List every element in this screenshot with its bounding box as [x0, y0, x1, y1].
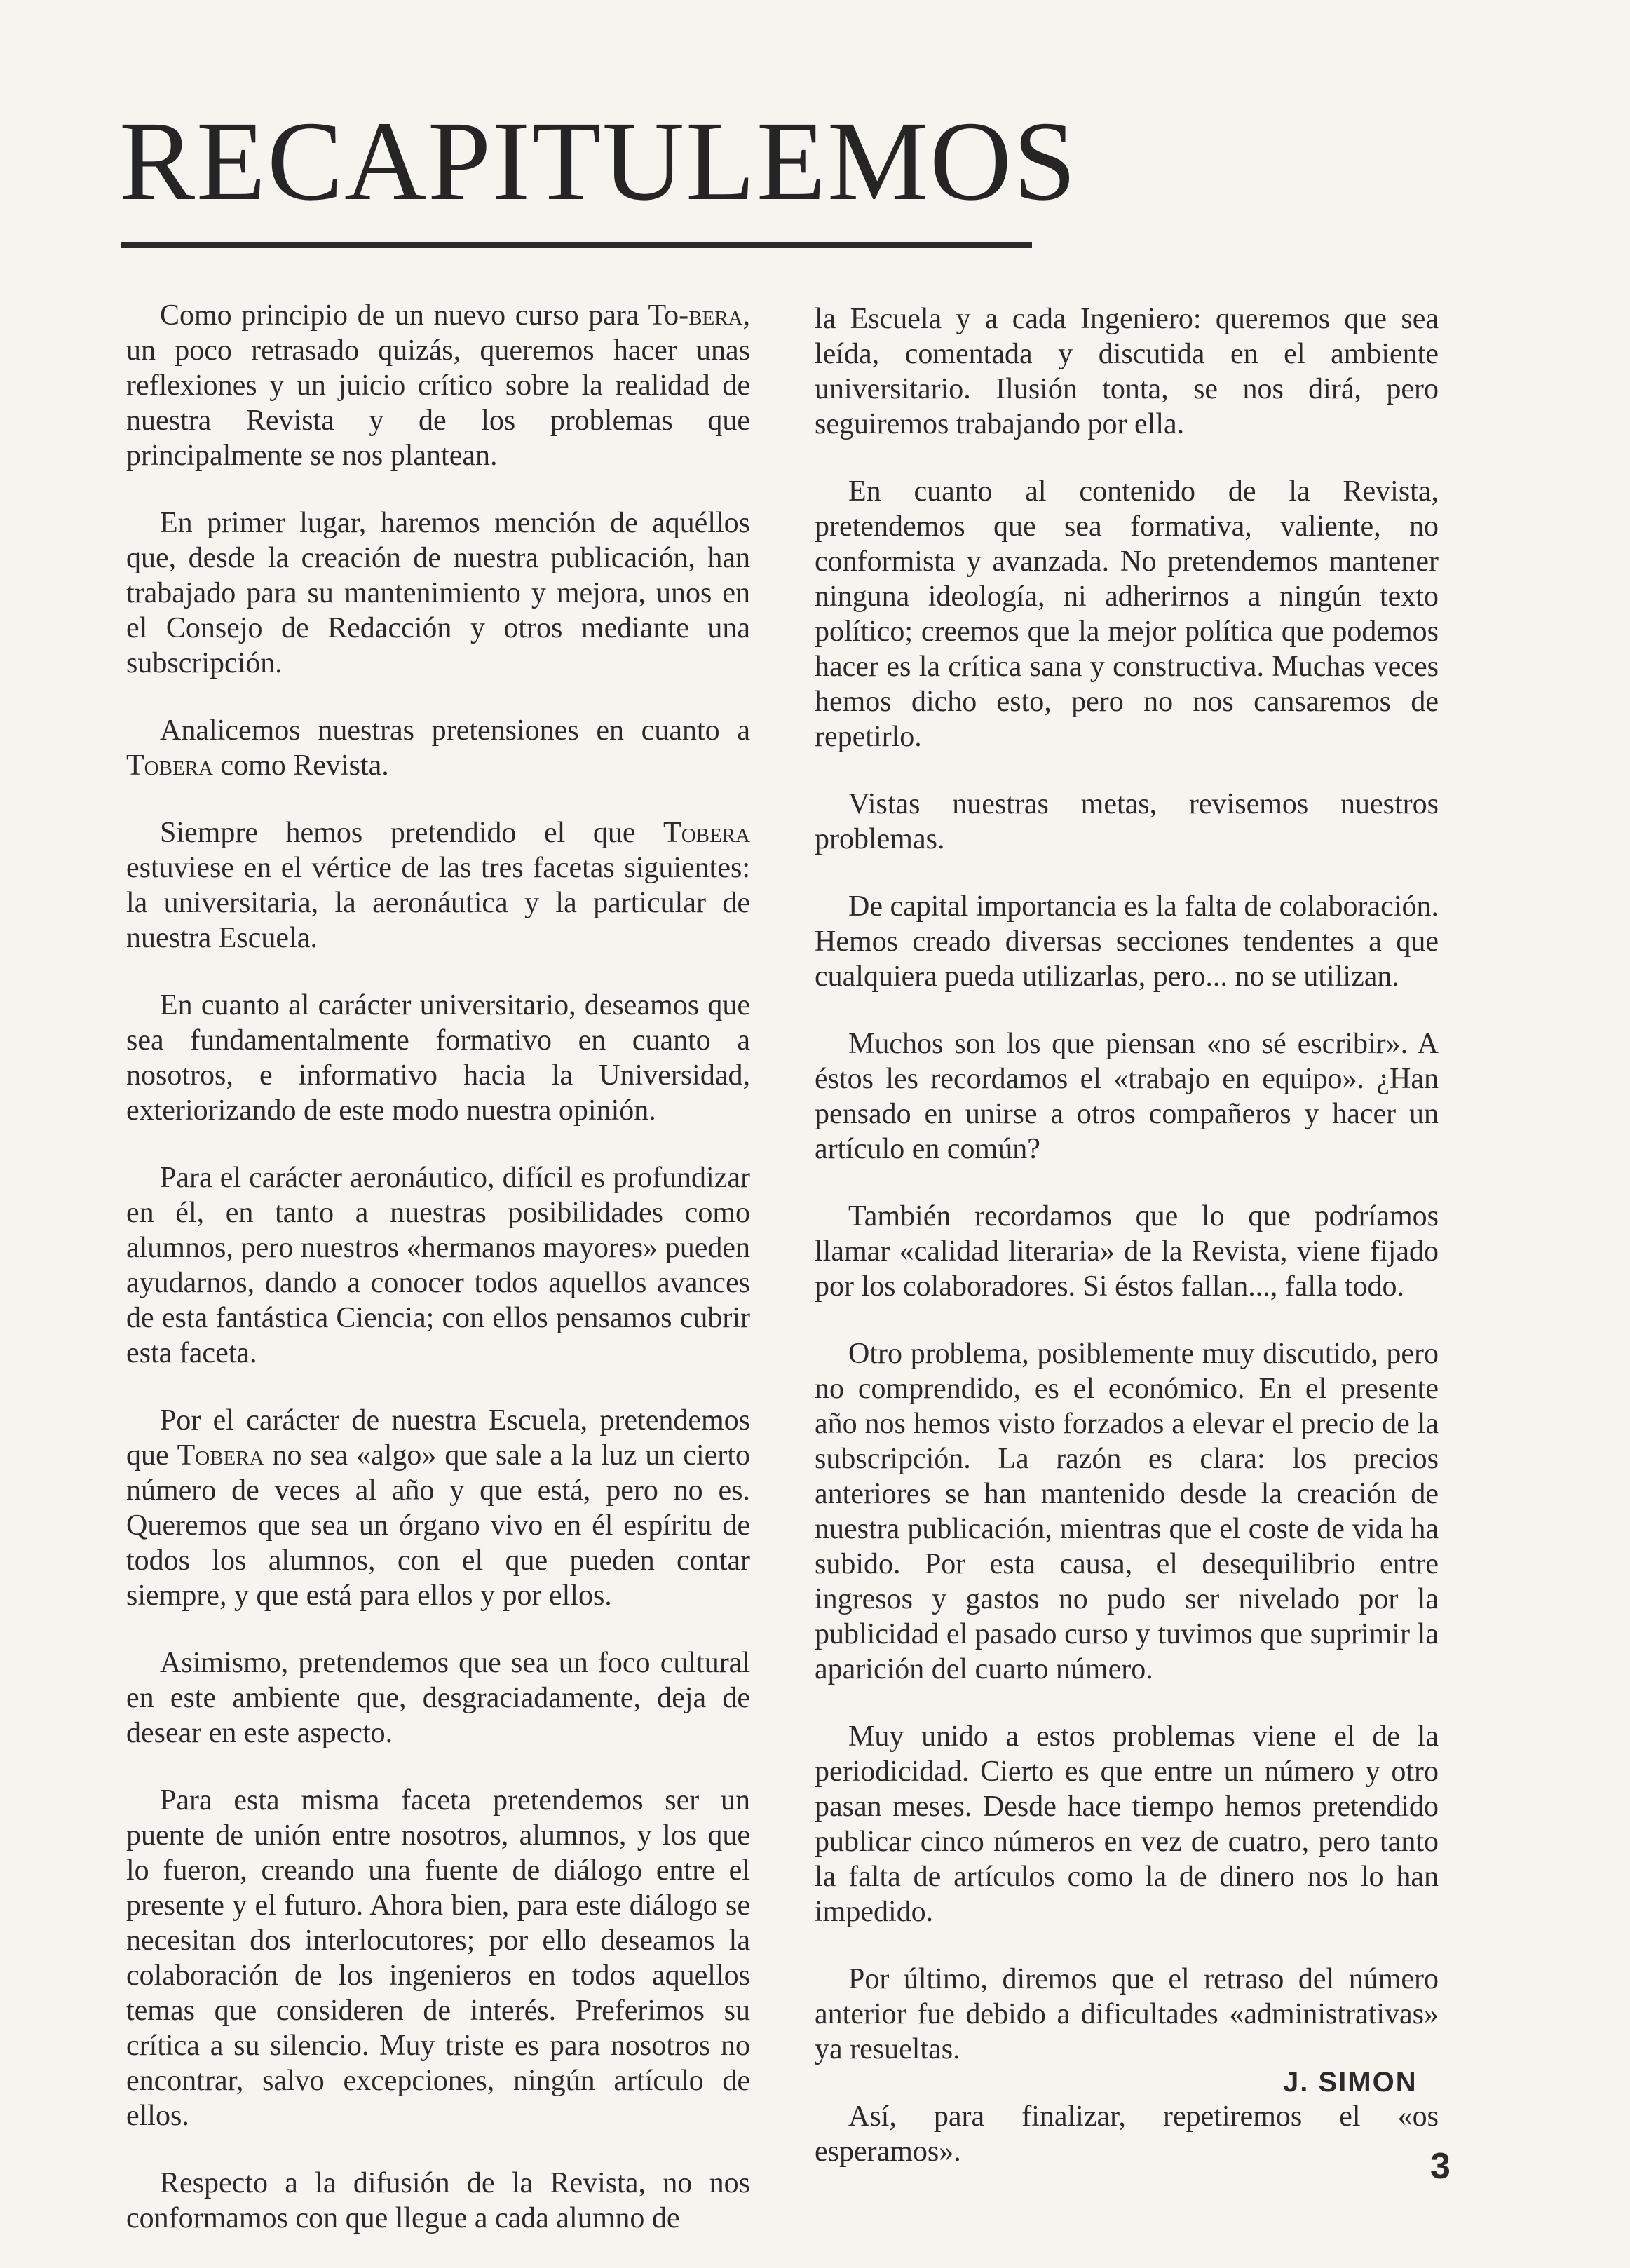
paragraph: Siempre hemos pretendido el que Tobera estuviese en el vértice de las tres facetas siguientes: la universitaria, la aeronáutica y la particular de nuestra Escuela.: [126, 817, 750, 954]
paragraph: la Escuela y a cada Ingeniero: queremos que sea leída, comentada y discutida en el ambiente universitario. Ilusión tonta, se nos dirá, pero seguiremos trabajando por ella.: [815, 303, 1439, 440]
author-signature: J. SIMON: [1283, 2067, 1418, 2098]
paragraph: De capital importancia es la falta de colaboración. Hemos creado diversas secciones tendentes a que cualquiera pueda utilizarlas, pero... no se utilizan.: [815, 890, 1439, 993]
paragraph: También recordamos que lo que podríamos llamar «calidad literaria» de la Revista, viene fijado por los colaboradores. Si éstos fallan..., falla todo.: [815, 1200, 1439, 1303]
paragraph: En cuanto al carácter universitario, deseamos que sea fundamentalmente formativo en cuanto a nosotros, e informativo hacia la Universidad, exteriorizando de este modo nuestra opinión.: [126, 989, 750, 1127]
paragraph: Respecto a la difusión de la Revista, no nos conformamos con que llegue a cada alumno de: [126, 2167, 750, 2234]
paragraph: Otro problema, posiblemente muy discutido, pero no comprendido, es el económico. En el presente año nos hemos visto forzados a elevar el precio de la subscripción. La razón es clara: los precios anteriores se han mantenido desde la creación de nuestra publicación, mientras que el coste de vida ha subido. Por esta causa, el desequilibrio entre ingresos y gastos no pudo ser nivelado por la publicidad el pasado curso y tuvimos que suprimir la aparición del cuarto número.: [815, 1338, 1439, 1685]
paragraph: En cuanto al contenido de la Revista, pretendemos que sea formativa, valiente, no conformista y avanzada. No pretendemos mantener ninguna ideología, ni adherirnos a ningún texto político; creemos que la mejor política que podemos hacer es la crítica sana y constructiva. Muchas veces hemos dicho esto, pero no nos cansaremos de repetirlo.: [815, 475, 1439, 753]
paragraph: En primer lugar, haremos mención de aquéllos que, desde la creación de nuestra publicación, han trabajado para su mantenimiento y mejora, unos en el Consejo de Redacción y otros mediante una subscripción.: [126, 507, 750, 679]
paragraph: Como principio de un nuevo curso para To-bera, un poco retrasado quizás, queremos hacer unas reflexiones y un juicio crítico sobre la realidad de nuestra Revista y de los problemas que principalmente se nos plantean.: [126, 299, 750, 472]
paragraph: Muy unido a estos problemas viene el de la periodicidad. Cierto es que entre un número y otro pasan meses. Desde hace tiempo hemos pretendido publicar cinco números en vez de cuatro, pero tanto la falta de artículos como la de dinero nos lo han impedido.: [815, 1720, 1439, 1928]
left-column: [126, 298, 750, 2268]
right-column: [815, 301, 1439, 2201]
paragraph: Para el carácter aeronáutico, difícil es profundizar en él, en tanto a nuestras posibilidades como alumnos, pero nuestros «hermanos mayores» pueden ayudarnos, dando a conocer todos aquellos avances de esta fantástica Ciencia; con ellos pensamos cubrir esta faceta.: [126, 1162, 750, 1369]
title-underline: [121, 242, 1032, 248]
paragraph: Asimismo, pretendemos que sea un foco cultural en este ambiente que, desgraciadamente, deja de desear en este aspecto.: [126, 1647, 750, 1749]
paragraph: Analicemos nuestras pretensiones en cuanto a Tobera como Revista.: [126, 714, 750, 782]
paragraph: Vistas nuestras metas, revisemos nuestros problemas.: [815, 788, 1439, 855]
paragraph: Por el carácter de nuestra Escuela, pretendemos que Tobera no sea «algo» que sale a la luz un cierto número de veces al año y que está, pero no es. Queremos que sea un órgano vivo en él espíritu de todos los alumnos, con el que pueden contar siempre, y que está para ellos y por ellos.: [126, 1404, 750, 1612]
page-number: 3: [1430, 2146, 1451, 2187]
article-title: RECAPITULEMOS: [119, 99, 1078, 224]
paragraph: Así, para finalizar, repetiremos el «os esperamos».: [815, 2100, 1439, 2168]
paragraph: Por último, diremos que el retraso del número anterior fue debido a dificultades «administrativas» ya resueltas.: [815, 1963, 1439, 2065]
paragraph: Muchos son los que piensan «no sé escribir». A éstos les recordamos el «trabajo en equipo». ¿Han pensado en unirse a otros compañeros y hacer un artículo en común?: [815, 1028, 1439, 1165]
paragraph: Para esta misma faceta pretendemos ser un puente de unión entre nosotros, alumnos, y los que lo fueron, creando una fuente de diálogo entre el presente y el futuro. Ahora bien, para este diálogo se necesitan dos interlocutores; por ello deseamos la colaboración de los ingenieros en todos aquellos temas que consideren de interés. Preferimos su crítica a su silencio. Muy triste es para nosotros no encontrar, salvo excepciones, ningún artículo de ellos.: [126, 1784, 750, 2132]
